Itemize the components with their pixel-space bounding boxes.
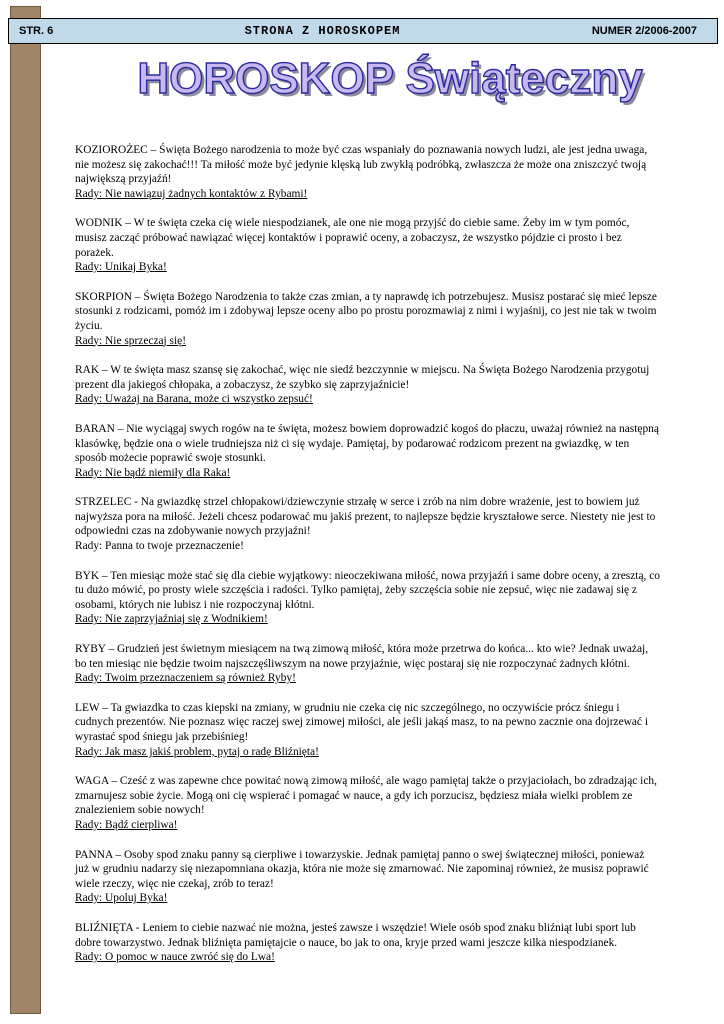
entry-advice: Rady: Nie bądź niemiły dla Raka! <box>75 466 231 479</box>
horoscope-entry-wodnik <box>75 216 660 274</box>
page-number: STR. 6 <box>19 25 54 37</box>
entry-advice: Rady: Unikaj Byka! <box>75 261 167 274</box>
entry-text: PANNA – Osoby spod znaku panny są cierpliwe i towarzyskie. Jednak pamiętaj panno o swej świątecznej miłości, ponieważ już w grudniu nadarzy się niezapomniana okazja, która nie może się zmarnować. Nie zapominaj również, że musisz poprawić wiele rzeczy, więc nie czekaj, zrób to teraz! <box>75 848 649 890</box>
horoscope-entry-byk <box>75 569 660 627</box>
entry-advice: Rady: Panna to twoje przeznaczenie! <box>75 540 244 553</box>
horoscope-entry-bliznieta <box>75 921 660 965</box>
issue-number: NUMER 2/2006-2007 <box>591 25 697 37</box>
entry-advice: Rady: Nie zaprzyjaźniaj się z Wodnikiem! <box>75 613 268 626</box>
entry-advice: Rady: Jak masz jakiś problem, pytaj o radę Bliźnięta! <box>75 745 319 758</box>
horoscope-entry-panna <box>75 848 660 906</box>
entry-text: RAK – W te święta masz szansę się zakochać, więc nie siedź bezczynnie w miejscu. Na Święta Bożego Narodzenia przygotuj prezent dla jakiegoś chłopaka, a zobaczysz, że szybko się zaprzyjaźnicie! <box>75 364 650 391</box>
page-header <box>8 18 718 44</box>
title-banner <box>120 54 660 104</box>
horoscope-entry-ryby <box>75 642 660 686</box>
entry-advice: Rady: Nie nawiązuj żadnych kontaktów z Rybami! <box>75 187 308 200</box>
horoscope-entry-lew <box>75 701 660 759</box>
horoscope-list <box>75 143 660 980</box>
horoscope-entry-rak <box>75 363 660 407</box>
entry-advice: Rady: Uważaj na Barana, może ci wszystko zepsuć! <box>75 393 313 406</box>
entry-advice: Rady: O pomoc w nauce zwróć się do Lwa! <box>75 951 275 964</box>
entry-text: BARAN – Nie wyciągaj swych rogów na te święta, możesz bowiem doprowadzić kogoś do płaczu, uważaj również na następną klasówkę, będzie ona o wiele trudniejsza niż ci się wydaje. Pamiętaj, by podarować rodzicom prezent na gwiazdkę, w ten sposób możecie poprawić swoje stosunki. <box>75 422 659 465</box>
entry-advice: Rady: Upoluj Byka! <box>75 892 168 905</box>
entry-text: RYBY – Grudzień jest świetnym miesiącem na twą zimową miłość, która może przetrwa do końca... kto wie? Jednak uważaj, bo ten miesiąc nie będzie twoim najszczęśliwszym na nowe przyjaźnie, więc postaraj się nie rozpoczynać żadnych kłótni. <box>75 643 649 670</box>
decorative-sidebar <box>10 6 41 1014</box>
entry-text: WAGA – Cześć z was zapewne chce powitać nową zimową miłość, ale wago pamiętaj także o przyjaciołach, bo zdradzając ich, zmarnujesz sobie życie. Mogą oni cię wspierać i pomagać w nauce, a gdy ich porzucisz, będziesz miała wielki problem ze znalezieniem sobie nowych! <box>75 775 657 817</box>
horoscope-entry-skorpion <box>75 290 660 348</box>
entry-text: KOZIOROŻEC – Święta Bożego narodzenia to może być czas wspaniały do poznawania nowych ludzi, ale jest jedna uwaga, nie możesz się zakochać!!! Ta miłość może być jedynie klęską lub zwykłą podróbką, zwłaszcza że może ona zniszczyć twoją największą przyjaźń! <box>75 144 648 186</box>
entry-text: WODNIK – W te święta czeka cię wiele niespodzianek, ale one nie mogą przyjść do ciebie same. Żeby im w tym pomóc, musisz zacząć próbować nawiązać więcej kontaktów i poprawić oceny, a zobaczysz, że wszystko pójdzie ci prosto i bez porażek. <box>75 217 630 259</box>
horoscope-entry-strzelec <box>75 495 660 553</box>
page-title: HOROSKOP Świąteczny <box>137 54 643 103</box>
horoscope-entry-waga <box>75 774 660 832</box>
section-title: STRONA Z HOROSKOPEM <box>244 24 401 38</box>
entry-text: STRZELEC - Na gwiazdkę strzel chłopakowi/dziewczynie strzałę w serce i zrób na nim dobre wrażenie, jest to bowiem już najwyższa pora na miłość. Jeżeli chcesz podarować mu jakiś prezent, to najlepsze będzie kryształowe serce. Niestety nie jest to odpowiedni czas na zdobywanie nowych przyjaźni! <box>75 496 656 538</box>
entry-text: SKORPION – Święta Bożego Narodzenia to także czas zmian, a ty naprawdę ich potrzebujesz. Musisz postarać się mieć lepsze stosunki z rodzicami, pomóż im i zdobywaj lepsze oceny albo po prostu porozmawiaj z nimi i wyjaśnij, co jest nie tak w twoim życiu. <box>75 290 657 332</box>
entry-advice: Rady: Nie sprzeczaj się! <box>75 334 187 347</box>
entry-advice: Rady: Twoim przeznaczeniem są również Ryby! <box>75 672 296 685</box>
entry-text: LEW – Ta gwiazdka to czas kiepski na zmiany, w grudniu nie czeka cię nic szczególnego, no oczywiście prócz śniegu i cudnych prezentów. Nie poznasz więc raczej swej zimowej miłości, ale jeśli jakąś masz, to na pewno zacznie ona dojrzewać i wyrastać spod śniegu jak przebiśnieg! <box>75 701 648 743</box>
entry-advice: Rady: Bądź cierpliwa! <box>75 818 178 831</box>
entry-text: BLIŹNIĘTA - Leniem to ciebie nazwać nie można, jesteś zawsze i wszędzie! Wiele osób spod znaku bliźniąt lubi sport lub dobre towarzystwo. Jednak bliźnięta pamiętajcie o nauce, bo jak to ona, kryje przed wami jeszcze kilka niespodzianek. <box>75 921 636 949</box>
horoscope-entry-koziorozec <box>75 143 660 201</box>
horoscope-entry-baran <box>75 422 660 480</box>
entry-text: BYK – Ten miesiąc może stać się dla ciebie wyjątkowy: nieoczekiwana miłość, nowa przyjaźń i same dobre oceny, a zresztą, co tu dużo mówić, po prosty wiele szczęścia i radości. Tylko pamiętaj, żeby szczęścia sobie nie zepsuć, więc nie zadawaj się z osobami, których nie lubisz i nie rozpoczynaj kłótni. <box>75 569 660 611</box>
